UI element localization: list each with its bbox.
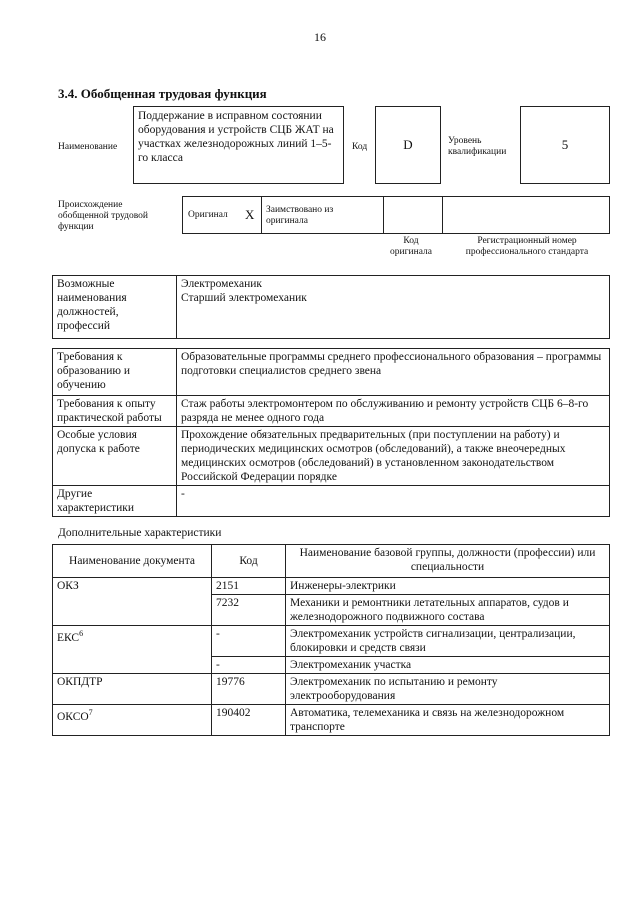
requirement-value: Стаж работы электромонтером по обслуживанию и ремонту устройств СЦБ 6–8-го разряда не менее одного года: [177, 396, 610, 427]
original-mark: X: [245, 207, 255, 222]
page-number: 16: [314, 30, 326, 44]
original-label: Оригинал: [188, 210, 228, 220]
code-cell: -: [212, 657, 286, 674]
level-label: Уровень квалификации: [448, 136, 507, 157]
section-title: 3.4. Обобщенная трудовая функция: [58, 86, 267, 101]
doc-cell: [53, 578, 212, 626]
position-item: Электромеханик: [181, 278, 262, 290]
requirement-label: Другие характеристики: [53, 486, 177, 517]
name-cell: Автоматика, телемеханика и связь на железнодорожном транспорте: [286, 705, 610, 736]
code-cell: 7232: [212, 595, 286, 626]
doc-name: ОКПДТР: [57, 676, 103, 688]
origin-divider-1: [261, 197, 262, 233]
requirement-row: [53, 486, 610, 517]
doc-name: ОКСО: [57, 710, 89, 723]
requirement-value: Образовательные программы среднего профессионального образования – программы подготовки специалистов среднего звена: [177, 349, 610, 396]
doc-cell: [53, 626, 212, 674]
footnote-mark: 7: [88, 708, 93, 717]
function-name-value: Поддержание в исправном состоянии оборудования и устройств СЦБ ЖАТ на участках железнодорожных линий 1–5-го класса: [138, 110, 334, 164]
additional-table: [52, 544, 610, 736]
code-original-label: Код оригинала: [390, 236, 432, 257]
positions-label: Возможные наименования должностей, профессий: [53, 276, 177, 339]
table-row: [53, 674, 610, 705]
positions-values: [177, 276, 610, 339]
name-cell: Электромеханик участка: [286, 657, 610, 674]
requirement-value: Прохождение обязательных предварительных (при поступлении на работу) и периодических медицинских осмотров (обследований), а также внеочередных медицинских осмотров (обследований) в установленном законодательством Российской Федерации порядке: [177, 427, 610, 486]
function-name-box: [133, 106, 344, 184]
requirement-label: Требования к образованию и обучению: [53, 349, 177, 396]
code-cell: 190402: [212, 705, 286, 736]
position-item: Старший электромеханик: [181, 292, 307, 304]
reg-number-label: Регистрационный номер профессионального стандарта: [465, 236, 589, 257]
level-value: 5: [561, 137, 569, 152]
code-cell: 2151: [212, 578, 286, 595]
requirements-table: [52, 348, 610, 517]
doc-cell: [53, 705, 212, 736]
positions-table: [52, 275, 610, 339]
code-value: D: [403, 137, 413, 152]
name-cell: Механики и ремонтники летательных аппаратов, судов и железнодорожного подвижного состава: [286, 595, 610, 626]
origin-divider-2: [383, 197, 384, 233]
doc-cell: [53, 674, 212, 705]
code-cell: -: [212, 626, 286, 657]
requirement-row: [53, 396, 610, 427]
requirement-label: Требования к опыту практической работы: [53, 396, 177, 427]
requirement-row: [53, 349, 610, 396]
footnote-mark: 6: [79, 629, 84, 638]
origin-divider-3: [442, 197, 443, 233]
origin-label: Происхождение обобщенной трудовой функции: [58, 200, 148, 232]
level-box: [520, 106, 610, 184]
header-doc: Наименование документа: [53, 545, 212, 578]
doc-name: ЕКС: [57, 631, 80, 644]
name-cell: Электромеханик устройств сигнализации, централизации, блокировки и средств связи: [286, 626, 610, 657]
code-cell: 19776: [212, 674, 286, 705]
table-row: [53, 705, 610, 736]
name-label: Наименование: [58, 142, 118, 152]
origin-row: [182, 196, 610, 234]
table-row: [53, 626, 610, 657]
name-cell: Электромеханик по испытанию и ремонту электрооборудования: [286, 674, 610, 705]
requirement-label: Особые условия допуска к работе: [53, 427, 177, 486]
borrowed-label: Заимствовано из оригинала: [266, 205, 334, 226]
header-code: Код: [212, 545, 286, 578]
code-box: [375, 106, 441, 184]
requirement-value: -: [177, 486, 610, 517]
header-name: Наименование базовой группы, должности (профессии) или специальности: [286, 545, 610, 578]
name-cell: Инженеры-электрики: [286, 578, 610, 595]
requirement-row: [53, 427, 610, 486]
additional-header-row: [53, 545, 610, 578]
doc-name: ОКЗ: [57, 580, 79, 592]
additional-title: Дополнительные характеристики: [58, 527, 222, 539]
code-label: Код: [352, 142, 368, 152]
table-row: [53, 578, 610, 595]
